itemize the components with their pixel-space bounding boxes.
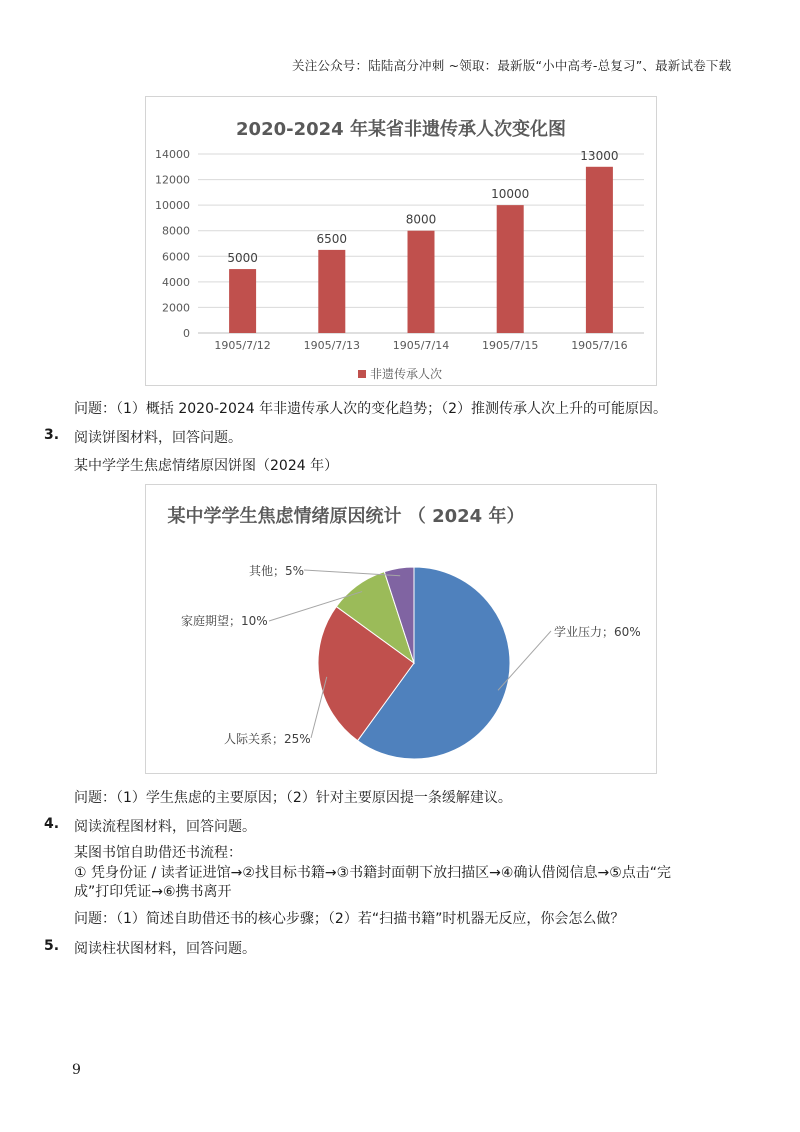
pie-chart (146, 485, 656, 773)
bar (318, 250, 345, 333)
q3-prompt: 阅读饼图材料，回答问题。 (74, 430, 242, 446)
q4-number: 4. (44, 816, 60, 832)
legend-swatch (358, 370, 366, 378)
q3-number: 3. (44, 427, 60, 443)
legend-label: 非遗传承人次 (370, 367, 443, 381)
bar (586, 167, 613, 333)
x-tick-label: 1905/7/15 (481, 339, 539, 352)
y-tick-label: 2000 (162, 301, 190, 315)
bar (408, 231, 435, 333)
leader-line (311, 677, 327, 738)
bar-chart-frame (145, 96, 657, 386)
chart-title: 某中学学生焦虑情绪原因统计 （ 2024 年） (167, 506, 525, 527)
y-tick-label: 8000 (162, 224, 190, 238)
x-tick-label: 1905/7/12 (214, 339, 271, 352)
y-tick-label: 10000 (155, 199, 190, 213)
bar (497, 205, 524, 333)
slice-label: 家庭期望；10% (181, 614, 268, 628)
y-tick-label: 0 (183, 327, 190, 340)
q4-prompt: 阅读流程图材料，回答问题。 (74, 819, 256, 835)
data-label: 5000 (227, 251, 258, 266)
q5-number: 5. (44, 938, 60, 954)
x-tick-label: 1905/7/13 (303, 339, 361, 352)
x-tick-label: 1905/7/14 (392, 339, 450, 352)
data-label: 8000 (405, 212, 437, 227)
y-tick-label: 4000 (162, 275, 190, 289)
bar (229, 269, 256, 333)
q4-flow-line2: 成”打印凭证→⑥携书离开 (74, 884, 232, 900)
pie-chart-frame (145, 484, 657, 774)
bar-chart (146, 97, 656, 385)
x-tick-label: 1905/7/16 (571, 339, 628, 352)
data-label: 13000 (580, 148, 619, 163)
data-label: 6500 (316, 231, 348, 246)
slice-label: 学业压力；60% (554, 625, 641, 639)
q3-question: 问题：（1）学生焦虑的主要原因；（2）针对主要原因提一条缓解建议。 (74, 790, 512, 806)
q4-question: 问题：（1）简述自助借还书的核心步骤；（2）若“扫描书籍”时机器无反应，你会怎么做？ (74, 911, 625, 927)
y-tick-label: 6000 (162, 250, 190, 264)
q3-subtitle: 某中学学生焦虑情绪原因饼图（2024 年） (74, 458, 339, 474)
header-note: 关注公众号：陆陆高分冲刺 ~领取：最新版“小中高考-总复习”、最新试卷下载 (292, 58, 732, 73)
data-label: 10000 (491, 187, 530, 202)
chart-title: 2020-2024 年某省非遗传承人次变化图 (236, 119, 566, 140)
page-number: 9 (72, 1062, 81, 1078)
slice-label: 人际关系；25% (224, 732, 311, 746)
y-tick-label: 12000 (155, 173, 190, 187)
q4-flow-title: 某图书馆自助借还书流程： (74, 845, 242, 861)
q2-question: 问题：（1）概括 2020-2024 年非遗传承人次的变化趋势；（2）推测传承人次上升的可能原因。 (74, 401, 668, 417)
y-tick-label: 14000 (155, 148, 190, 161)
q5-prompt: 阅读柱状图材料，回答问题。 (74, 941, 256, 957)
legend (358, 366, 442, 381)
slice-label: 其他；5% (249, 564, 305, 578)
q4-flow-line1: ① 凭身份证 / 读者证进馆→②找目标书籍→③书籍封面朝下放扫描区→④确认借阅信息→⑤点击“完 (74, 865, 671, 881)
